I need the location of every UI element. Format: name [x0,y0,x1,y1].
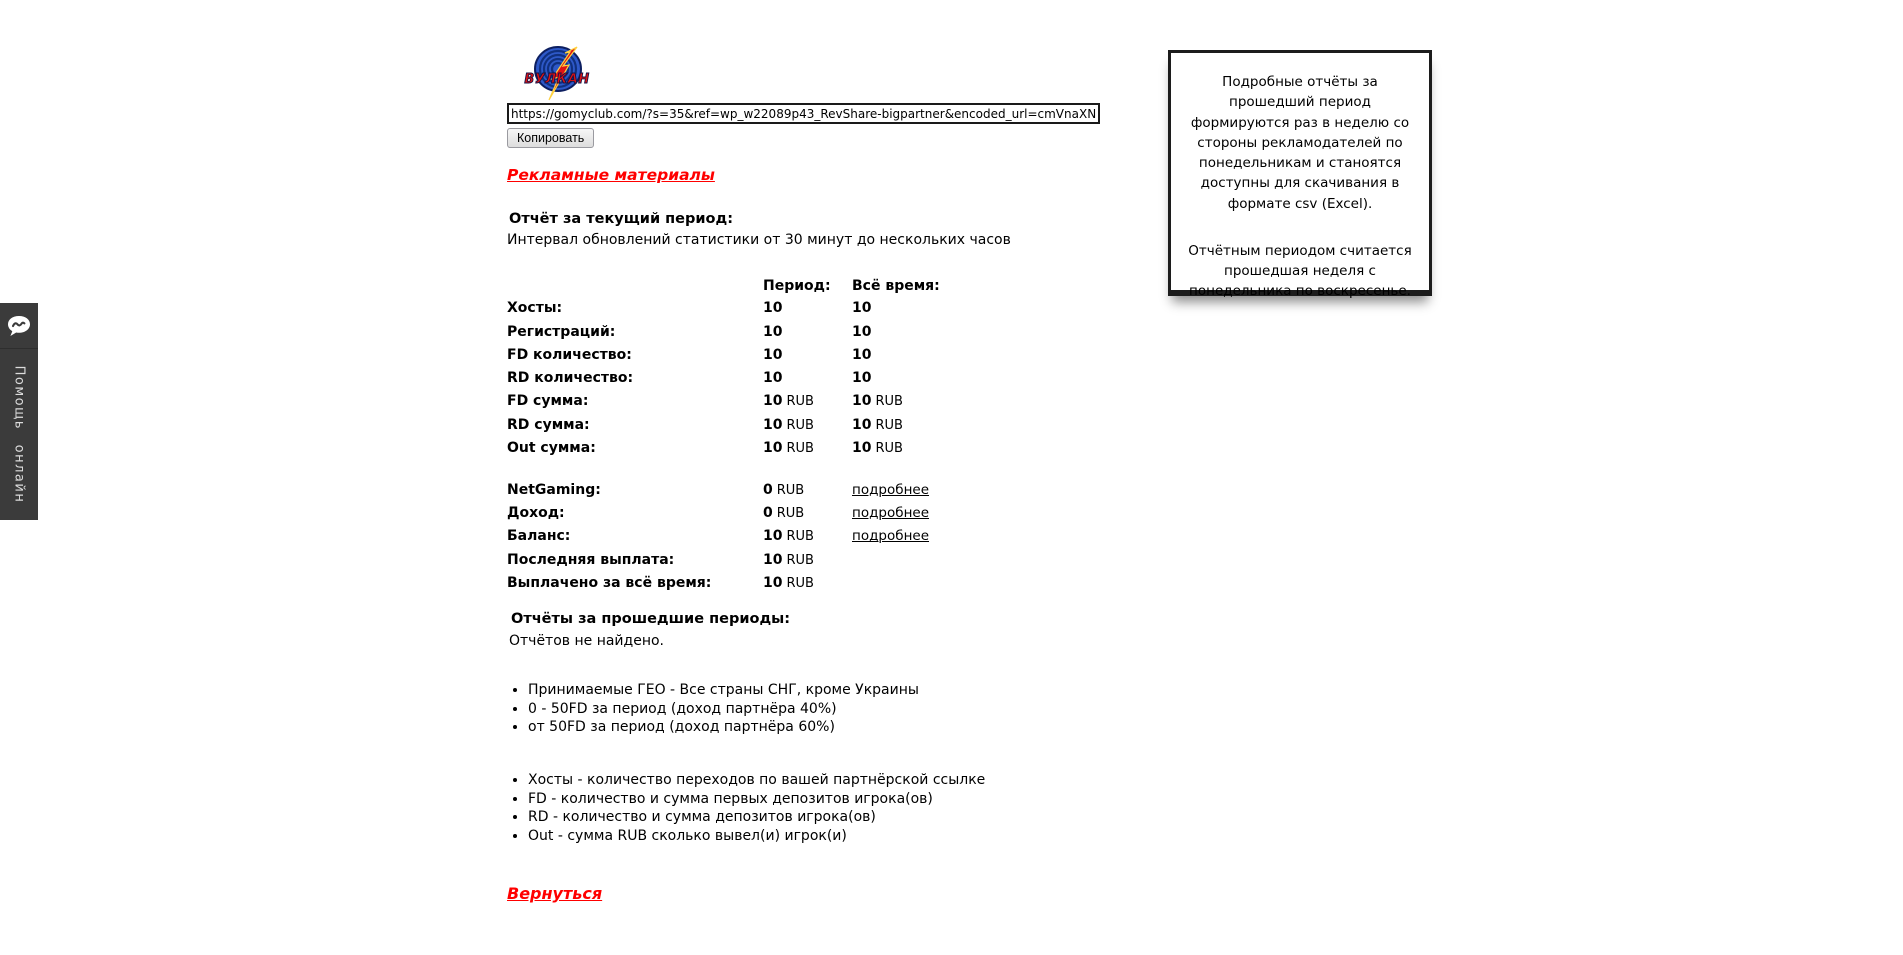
info-paragraph-2: Отчётным периодом считается прошедшая неделя с понедельника по воскресенье. [1188,242,1412,300]
current-period-table [507,275,1012,460]
summary-value-netgaming: 0 RUB [763,482,805,498]
stat-label-fd-count: FD количество: [507,346,632,363]
current-period-title: Отчёт за текущий период: [509,211,734,227]
past-periods-empty: Отчётов не найдено. [509,633,664,649]
info-paragraph-1: Подробные отчёты за прошедший период формируются раз в неделю со стороны рекламодателей по понедельникам и станоятся доступны для скачивания в формате csv (Excel). [1190,74,1410,212]
list-item: • Out - сумма RUB сколько вывел(и) игрок(и) [528,827,985,846]
details-link-balance[interactable]: подробнее [852,528,930,545]
summary-label-balance: Баланс: [507,528,571,545]
list-item: • Хосты - количество переходов по вашей партнёрской ссылке [528,771,985,790]
stat-label-hosts: Хосты: [507,300,563,317]
stat-period-rd-sum: 10 RUB [763,416,814,433]
column-header-period: Период: [763,278,831,294]
list-item: • 0 - 50FD за период (доход партнёра 40%) [528,700,919,719]
stat-alltime-registrations: 10 [852,323,872,340]
summary-value-balance: 10 RUB [763,528,814,545]
summary-label-last-payout: Последняя выплата: [507,551,675,568]
back-link[interactable]: Вернуться [507,884,603,903]
summary-value-paid-total: 10 RUB [763,574,814,591]
stat-label-fd-sum: FD сумма: [507,393,589,410]
list-item: • RD - количество и сумма депозитов игрока(ов) [528,808,985,827]
stat-period-rd-count: 10 [763,370,783,387]
interval-note: Интервал обновлений статистики от 30 минут до нескольких часов [507,232,1011,248]
vulkan-logo [521,44,591,108]
details-link-income[interactable]: подробнее [852,505,930,522]
copy-button[interactable]: Копировать [507,128,594,148]
stat-alltime-rd-sum: 10 RUB [852,416,903,433]
stat-alltime-fd-sum: 10 RUB [852,393,903,410]
details-link-netgaming[interactable]: подробнее [852,482,930,498]
stat-label-rd-count: RD количество: [507,370,634,387]
summary-label-income: Доход: [507,505,565,522]
stat-period-fd-count: 10 [763,346,783,363]
help-online-label: Помощь онлайн [11,365,27,503]
past-periods-title: Отчёты за прошедшие периоды: [511,611,791,627]
chat-bubble-icon[interactable] [0,303,38,349]
help-online-tab[interactable] [0,303,38,520]
summary-value-last-payout: 10 RUB [763,551,814,568]
promo-materials-link[interactable]: Рекламные материалы [507,166,715,184]
summary-table [507,479,1012,595]
stat-alltime-out-sum: 10 RUB [852,440,903,457]
referral-url-input[interactable] [507,103,1100,124]
empty-header-cell [507,275,763,297]
summary-label-netgaming: NetGaming: [507,482,601,498]
stat-period-hosts: 10 [763,300,783,317]
stat-label-rd-sum: RD сумма: [507,416,590,433]
weekly-report-info-box [1168,50,1432,300]
stat-label-registrations: Регистраций: [507,323,616,340]
stat-alltime-fd-count: 10 [852,346,872,363]
summary-value-income: 0 RUB [763,505,805,522]
list-item: • от 50FD за период (доход партнёра 60%) [528,718,919,737]
stat-period-fd-sum: 10 RUB [763,393,814,410]
stat-period-out-sum: 10 RUB [763,440,814,457]
stat-alltime-rd-count: 10 [852,370,872,387]
stat-period-registrations: 10 [763,323,783,340]
geo-rates-list [507,681,919,737]
stat-label-out-sum: Out сумма: [507,440,596,457]
vulkan-logo-text: ВУЛКАН [524,72,590,87]
definitions-list [507,771,985,845]
column-header-alltime: Всё время: [852,278,940,294]
stat-alltime-hosts: 10 [852,300,872,317]
list-item: • Принимаемые ГЕО - Все страны СНГ, кроме Украины [528,681,919,700]
list-item: • FD - количество и сумма первых депозитов игрока(ов) [528,790,985,809]
summary-label-paid-total: Выплачено за всё время: [507,574,712,591]
